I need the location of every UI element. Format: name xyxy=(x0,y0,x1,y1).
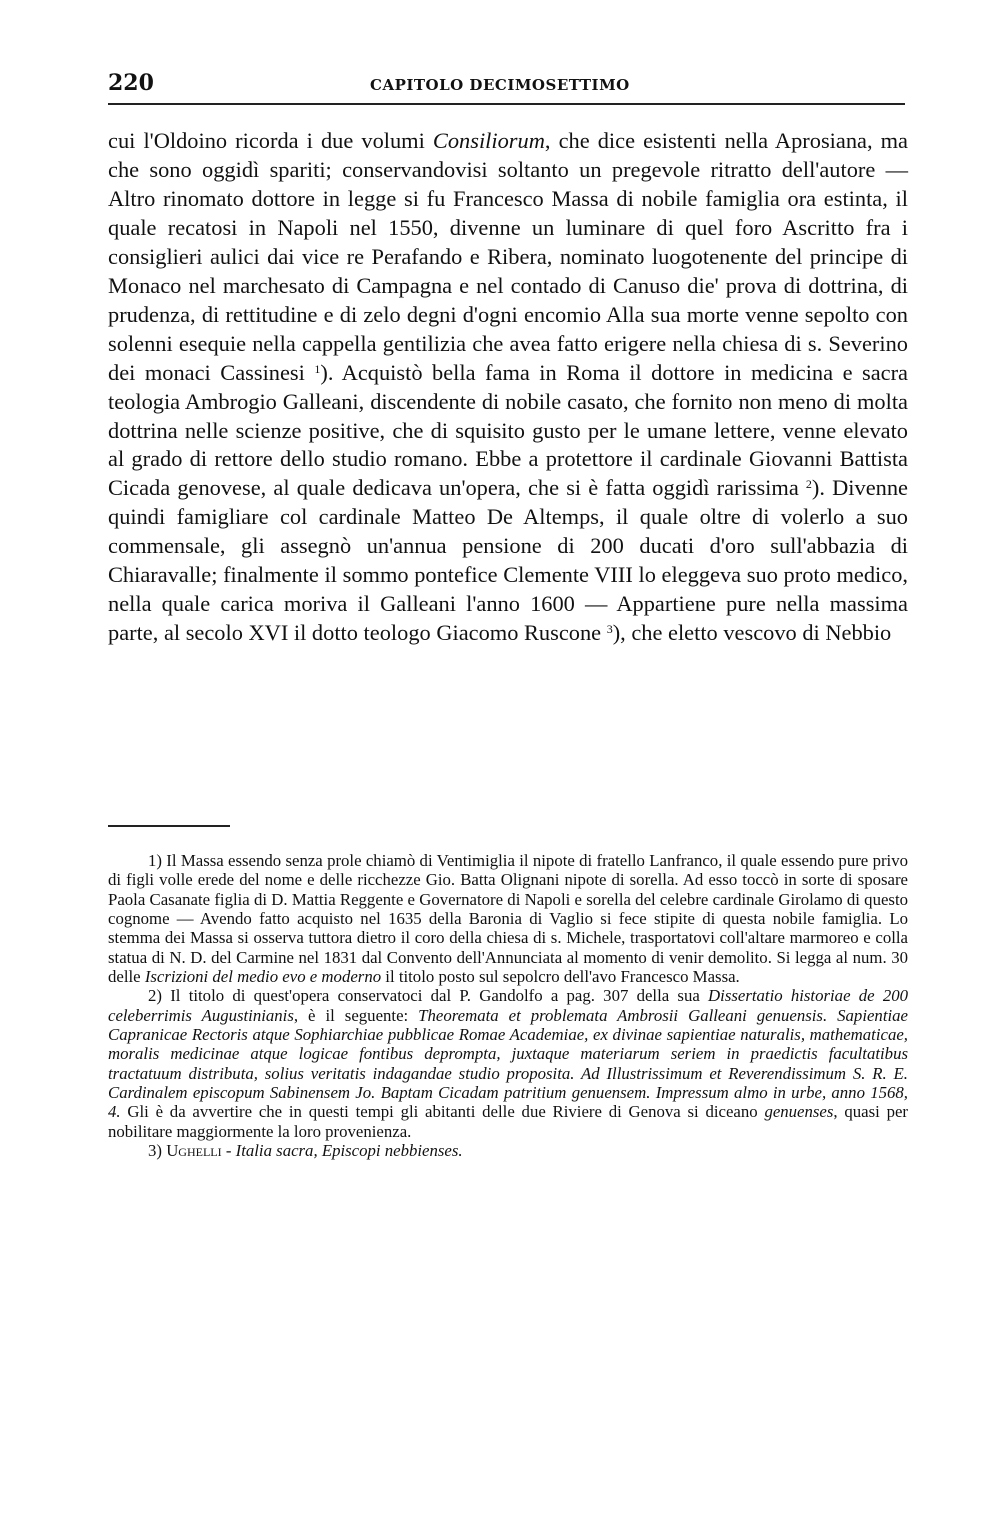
header-rule xyxy=(108,103,905,105)
footnote-2-mid: , è il seguente: xyxy=(293,1005,419,1025)
footnote-ref-2[interactable]: 2 xyxy=(805,477,812,492)
page-number: 220 xyxy=(108,70,154,96)
footnote-3 xyxy=(108,1141,908,1160)
body-italic-title: Consiliorum xyxy=(432,128,545,153)
footnote-2-end: Gli è da avvertire che in questi tempi gli abitanti delle due Riviere di Genova si diceano xyxy=(120,1102,765,1122)
body-text xyxy=(108,127,908,648)
footnote-3-author: Ughelli xyxy=(166,1141,222,1161)
footnote-2-italic-title: Dissertatio historiae de 200 celeberrimis Augustinianis xyxy=(108,986,908,1025)
footnote-2-text: 2) Il titolo di quest'opera conservatoci dal P. Gandolfo a pag. 307 della sua xyxy=(148,986,709,1006)
footnote-ref-1[interactable]: 1 xyxy=(314,361,321,376)
footnote-2-tail: , quasi per nobilitare maggiormente la loro provenienza. xyxy=(108,1102,909,1141)
footnote-1 xyxy=(108,851,908,986)
footnotes xyxy=(108,851,908,1161)
footnote-3-italic: Italia sacra, Episcopi nebbienses. xyxy=(235,1141,463,1161)
footnote-2 xyxy=(108,986,908,1141)
footnote-1-italic: Iscrizioni del medio evo e moderno xyxy=(144,967,382,987)
footnote-2-italic-quote: Theoremata et problemata Ambrosii Galleani genuensis. Sapientiae Capranicae Rectoris atque Sophiarchiae pubblicae Romae Academiae, ex divinae sapientiae naturalis, mathematicae, moralis medicinae atque logicae fontibus deprompta, juxtaque materiarum seriem in praedictis facultatibus tractatuum distributa, solius veritatis indagandae studio proposita. Ad Illustrissimum et Reverendissimum S. R. E. Cardinalem episcopum Sabinensem Jo. Baptam Cicadam patritium genuensem. Impressum almo in urbe, anno 1568, 4. xyxy=(108,1005,908,1122)
footnotes-rule xyxy=(108,825,230,827)
footnote-3-separator: - xyxy=(221,1141,236,1161)
body-text-segment: , che dice esistenti nella Aprosiana, ma che sono oggidì spariti; conservandovisi soltanto un pregevole ritratto dell'autore — Altro rinomato dottore in legge si fu Francesco Massa di nobile famiglia ora estinta, il quale recatosi in Napoli nel 1550, divenne un luminare di quel foro Ascritto fra i consiglieri aulici dai vice re Perafando e Ribera, nominato luogotenente del principe di Monaco nel marchesato di Campagna e nel contado di Canuso die' prova di dottrina, di prudenza, di rettitudine e di zelo degni d'ogni encomio Alla sua morte venne sepolto con solenni esequie nella cappella gentilizia che avea fatto erigere nella chiesa di s. Severino dei monaci Cassinesi xyxy=(108,128,908,385)
footnote-ref-3[interactable]: 3 xyxy=(606,622,613,637)
footnote-3-number: 3) xyxy=(148,1141,167,1161)
footnote-1-end: il titolo posto sul sepolcro dell'avo Francesco Massa. xyxy=(381,967,740,987)
body-text-segment: ), che eletto vescovo di Nebbio xyxy=(612,620,892,646)
body-paragraph xyxy=(108,127,908,648)
running-head: CAPITOLO DECIMOSETTIMO xyxy=(370,76,630,94)
footnote-2-italic-word: genuenses xyxy=(764,1102,834,1122)
body-text-segment: cui l'Oldoino ricorda i due volumi xyxy=(108,128,433,153)
body-text-segment: ). Acquistò bella fama in Roma il dottore in medicina e sacra teologia Ambrogio Galleani, discendente di nobile casato, che fornito non meno di molta dottrina nelle scienze positive, che di squisito gusto per le umane lettere, venne elevato al grado di rettore dello studio romano. Ebbe a protettore il cardinale Giovanni Battista Cicada genovese, al quale dedicava un'opera, che si è fatta oggidì rarissima xyxy=(108,359,908,501)
footnote-1-text: 1) Il Massa essendo senza prole chiamò di Ventimiglia il nipote di fratello Lanfranco, il quale essendo pure privo di figli volle erede del nome e delle ricchezze Gio. Batta Olignani nipote di sorella. Ad esso toccò in sorte di sposare Paola Casanate figlia di D. Mattia Reggente e Governatore di Napoli e sorella del celebre cardinale Girolamo di questo cognome — Avendo fatto acquisto nel 1635 della Baronia di Vaglio si fece stipite di questa nobile famiglia. Lo stemma dei Massa si osserva tuttora dietro il coro della chiesa di s. Michele, trasportatovi coll'altare marmoreo e colla statua di N. D. del Carmine nel 1831 dal Convento dell'Annunciata al momento di venir demolito. Si legga al num. 30 delle xyxy=(108,851,908,987)
body-text-segment: ). Divenne quindi famigliare col cardinale Matteo De Altemps, il quale oltre di volerlo a suo commensale, gli assegnò un'annua pensione di 200 ducati d'oro sull'abbazia di Chiaravalle; finalmente il sommo pontefice Clemente VIII lo eleggeva suo proto medico, nella quale carica moriva il Galleani l'anno 1600 — Appartiene pure nella massima parte, al secolo XVI il dotto teologo Giacomo Ruscone xyxy=(108,475,908,646)
